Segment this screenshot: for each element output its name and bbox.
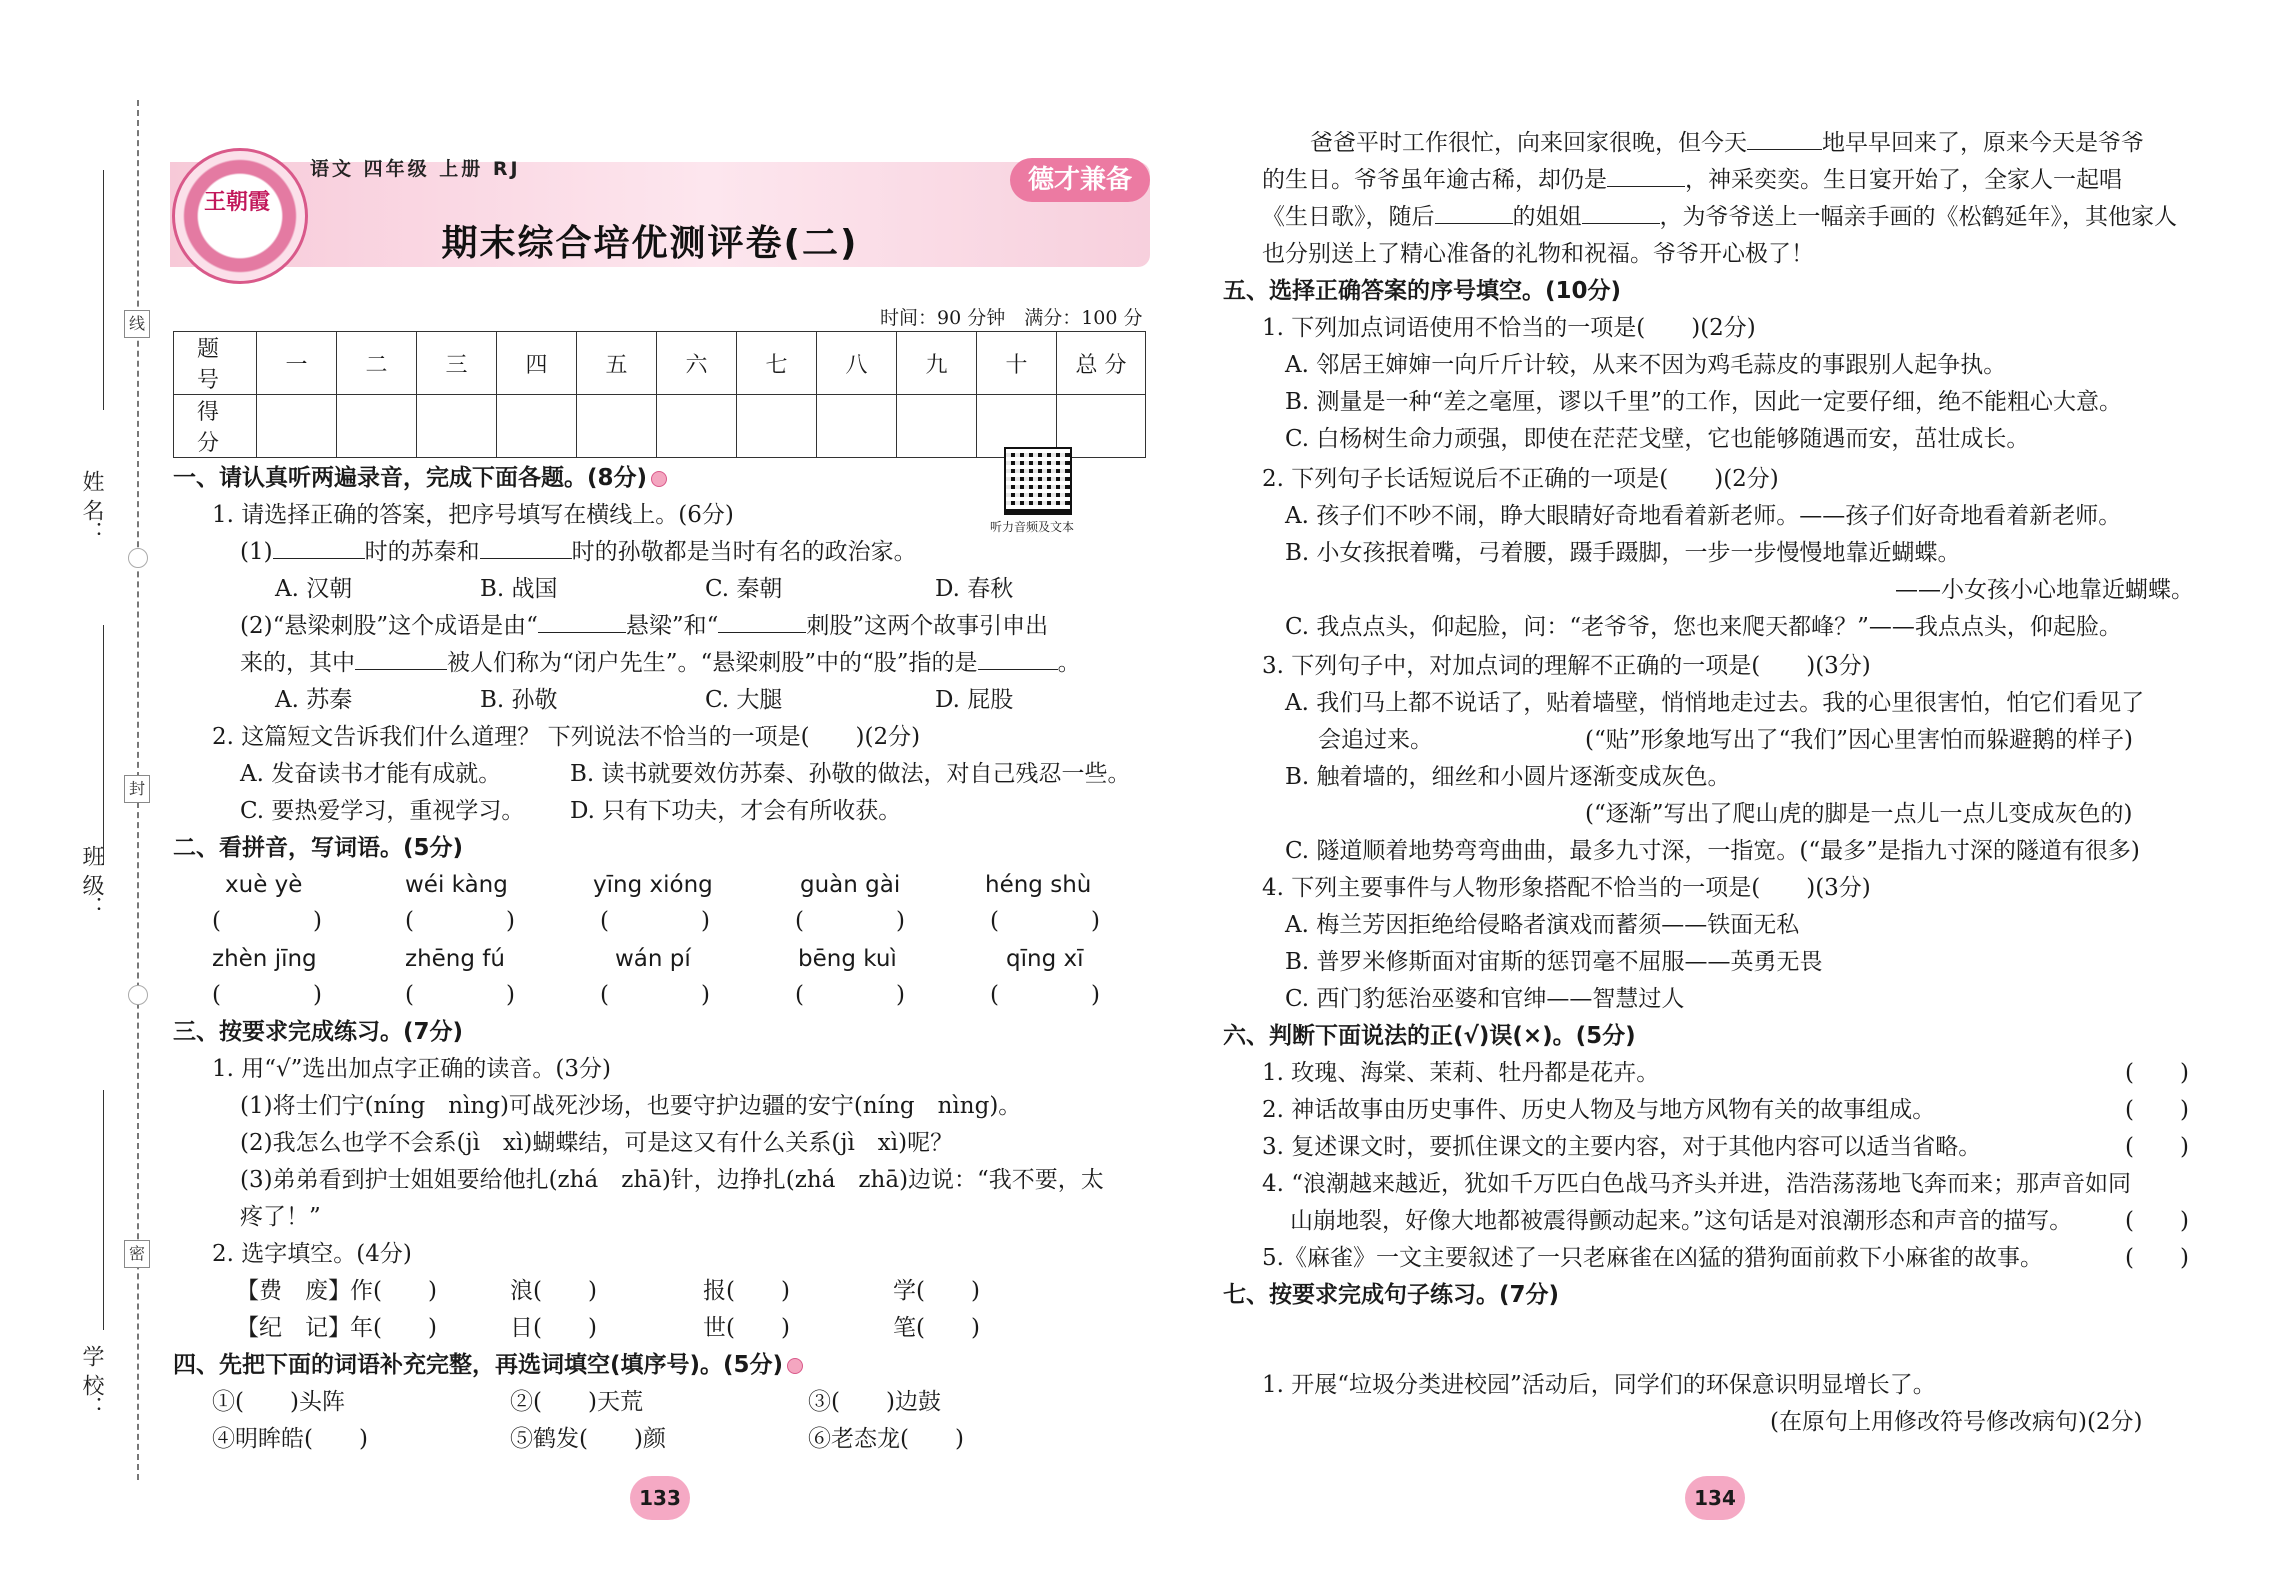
qr-caption: 听力音频及文本 bbox=[990, 520, 1075, 534]
table-cell: 九 bbox=[897, 332, 977, 395]
school-write-line bbox=[103, 1090, 104, 1330]
answer-blank[interactable] bbox=[1435, 201, 1513, 224]
answer-paren[interactable]: ( ) bbox=[990, 908, 1100, 934]
answer-blank[interactable] bbox=[538, 610, 626, 633]
table-cell: 七 bbox=[737, 332, 817, 395]
s5-q3-c: C. 隧道顺着地势弯弯曲曲，最多九寸深，一指宽。(“最多”是指九寸深的隧道有很多) bbox=[1285, 838, 2140, 864]
para-line-4: 也分别送上了精心准备的礼物和祝福。爷爷开心极了！ bbox=[1262, 241, 1814, 267]
pinyin: héng shù bbox=[985, 872, 1092, 898]
s5-q2: 2. 下列句子长话短说后不正确的一项是( )(2分) bbox=[1262, 466, 1779, 492]
answer-blank[interactable] bbox=[1607, 164, 1685, 187]
table-cell: 六 bbox=[657, 332, 737, 395]
score-cell[interactable] bbox=[897, 395, 977, 458]
fill-item[interactable]: 作( ) bbox=[350, 1278, 437, 1304]
answer-paren[interactable]: ( ) bbox=[212, 982, 322, 1008]
s6-item: 4. “浪潮越来越近，犹如千万匹白色战马齐头并进，浩浩荡荡地飞奔而来；那声音如同 bbox=[1262, 1171, 2132, 1197]
char-group-label: 【纪 记】 bbox=[236, 1315, 351, 1341]
binding-hole-2 bbox=[128, 985, 148, 1005]
s5-q2-a: A. 孩子们不吵不闹，睁大眼睛好奇地看着新老师。——孩子们好奇地看着新老师。 bbox=[1285, 503, 2122, 529]
option-d: D. 屁股 bbox=[935, 687, 1014, 713]
option-a: A. 苏秦 bbox=[275, 687, 353, 713]
judge-paren[interactable]: ( ) bbox=[2125, 1060, 2189, 1086]
s5-q4-c: C. 西门豹惩治巫婆和官绅——智慧过人 bbox=[1285, 986, 1685, 1012]
answer-blank[interactable] bbox=[273, 536, 365, 559]
s5-q4-a: A. 梅兰芳因拒绝给侵略者演戏而蓄须——铁面无私 bbox=[1285, 912, 1800, 938]
table-cell: 一 bbox=[257, 332, 337, 395]
table-cell: 八 bbox=[817, 332, 897, 395]
name-write-line bbox=[103, 170, 104, 410]
publisher-logo bbox=[172, 148, 308, 284]
s5-q1-b: B. 测量是一种“差之毫厘，谬以千里”的工作，因此一定要仔细，绝不能粗心大意。 bbox=[1285, 389, 2123, 415]
s5-q2-b: B. 小女孩抿着嘴，弓着腰，蹑手蹑脚，一步一步慢慢地靠近蝴蝶。 bbox=[1285, 540, 1961, 566]
page-number-left: 133 bbox=[630, 1476, 690, 1520]
fill-item[interactable]: 世( ) bbox=[703, 1315, 790, 1341]
option-c: C. 大腿 bbox=[705, 687, 783, 713]
answer-paren[interactable]: ( ) bbox=[795, 908, 905, 934]
fill-item[interactable]: 报( ) bbox=[703, 1278, 790, 1304]
option-c: C. 要热爱学习，重视学习。 bbox=[240, 798, 525, 824]
table-cell: 得 分 bbox=[174, 395, 257, 458]
class-write-line bbox=[103, 625, 104, 865]
fill-item[interactable]: 年( ) bbox=[350, 1315, 437, 1341]
subject-meta: 语文 四年级 上册 RJ bbox=[310, 158, 521, 180]
s3-q1-3: (3)弟弟看到护士姐姐要给他扎(zhá zhā)针，边挣扎(zhá zhā)边说：“我不要，太 bbox=[240, 1167, 1104, 1193]
score-cell[interactable] bbox=[257, 395, 337, 458]
s1-q1-2: (2)“悬梁刺股”这个成语是由“ 悬梁”和“ 刺股”这两个故事引申出 bbox=[240, 608, 1048, 645]
s3-q1-2: (2)我怎么也学不会系(jì xì)蝴蝶结，可是这又有什么关系(jì xì)呢？ bbox=[240, 1130, 954, 1156]
page-number-right: 134 bbox=[1685, 1476, 1745, 1520]
qr-code-pattern bbox=[1006, 449, 1066, 509]
option-a: A. 发奋读书才能有成就。 bbox=[240, 761, 502, 787]
section-5-title: 五、选择正确答案的序号填空。(10分) bbox=[1223, 278, 1622, 304]
fill-item[interactable]: ④明眸皓( ) bbox=[212, 1426, 368, 1452]
answer-blank[interactable] bbox=[718, 610, 806, 633]
logo-text: 王朝霞 bbox=[203, 189, 270, 215]
s1-q1-2-cont: 来的，其中 被人们称为“闭户先生”。“悬梁刺股”中的“股”指的是 。 bbox=[240, 645, 1081, 682]
fill-item[interactable]: ⑤鹤发( )颜 bbox=[510, 1426, 666, 1452]
s5-q3-b: B. 触着墙的，细丝和小圆片逐渐变成灰色。 bbox=[1285, 764, 1731, 790]
s5-q4-b: B. 普罗米修斯面对宙斯的惩罚毫不屈服——英勇无畏 bbox=[1285, 949, 1823, 975]
answer-blank[interactable] bbox=[1747, 127, 1822, 150]
seal-box-secret: 密 bbox=[124, 1240, 150, 1268]
pinyin: zhēng fú bbox=[405, 946, 505, 972]
para-line-1: 爸爸平时工作很忙，向来回家很晚，但今天 地早早回来了，原来今天是爷爷 bbox=[1310, 125, 2144, 162]
pinyin: qīng xī bbox=[1006, 946, 1084, 972]
table-cell: 五 bbox=[577, 332, 657, 395]
s7-q1-note: (在原句上用修改符号修改病句)(2分) bbox=[1770, 1409, 2143, 1435]
s5-q4: 4. 下列主要事件与人物形象搭配不恰当的一项是( )(3分) bbox=[1262, 875, 1871, 901]
pinyin: yīng xióng bbox=[593, 872, 713, 898]
motto-badge: 德才兼备 bbox=[1010, 158, 1150, 202]
judge-paren[interactable]: ( ) bbox=[2125, 1097, 2189, 1123]
fill-item[interactable]: 浪( ) bbox=[510, 1278, 597, 1304]
seal-box-seal: 封 bbox=[124, 775, 150, 803]
para-line-2: 的生日。爷爷虽年逾古稀，却仍是 ，神采奕奕。生日宴开始了，全家人一起唱 bbox=[1262, 162, 2122, 199]
score-cell[interactable] bbox=[817, 395, 897, 458]
table-cell: 总 分 bbox=[1057, 332, 1146, 395]
s3-q1-3-cont: 疼了！” bbox=[240, 1204, 321, 1230]
option-b: B. 读书就要效仿苏秦、孙敬的做法，对自己残忍一些。 bbox=[570, 761, 1131, 787]
s6-item: 5.《麻雀》一文主要叙述了一只老麻雀在凶猛的猎狗面前救下小麻雀的故事。 bbox=[1262, 1245, 2043, 1271]
judge-paren[interactable]: ( ) bbox=[2125, 1245, 2189, 1271]
pinyin: zhèn jīng bbox=[212, 946, 317, 972]
s3-q2: 2. 选字填空。(4分) bbox=[212, 1241, 412, 1267]
fill-item[interactable]: ③( )边鼓 bbox=[808, 1389, 941, 1415]
judge-paren[interactable]: ( ) bbox=[2125, 1208, 2189, 1234]
fill-item[interactable]: ②( )天荒 bbox=[510, 1389, 643, 1415]
score-table bbox=[173, 331, 1146, 458]
option-b: B. 战国 bbox=[480, 576, 558, 602]
table-cell: 二 bbox=[337, 332, 417, 395]
answer-blank[interactable] bbox=[355, 647, 447, 670]
answer-blank[interactable] bbox=[1582, 201, 1660, 224]
s5-q3-a: A. 我们马上都不说话了，贴着墙壁，悄悄地走过去。我的心里很害怕，怕它们看见了 bbox=[1285, 690, 2145, 716]
s5-q3-b-note: (“逐渐”写出了爬山虎的脚是一点儿一点儿变成灰色的) bbox=[1585, 801, 2133, 827]
score-cell[interactable] bbox=[417, 395, 497, 458]
answer-paren[interactable]: ( ) bbox=[212, 908, 322, 934]
seal-box-line: 线 bbox=[124, 310, 150, 338]
audio-icon[interactable] bbox=[651, 471, 667, 487]
fill-item[interactable]: ①( )头阵 bbox=[212, 1389, 345, 1415]
score-cell[interactable] bbox=[577, 395, 657, 458]
answer-paren[interactable]: ( ) bbox=[405, 908, 515, 934]
option-d: D. 春秋 bbox=[935, 576, 1014, 602]
s5-q3: 3. 下列句子中，对加点词的理解不正确的一项是( )(3分) bbox=[1262, 653, 1871, 679]
s7-q1[interactable]: 1. 开展“垃圾分类进校园”活动后，同学们的环保意识明显增长了。 bbox=[1262, 1372, 1936, 1398]
section-4-title: 四、先把下面的词语补充完整，再选词填空(填序号)。(5分) bbox=[173, 1347, 803, 1384]
char-group-label: 【费 废】 bbox=[236, 1278, 351, 1304]
answer-paren[interactable]: ( ) bbox=[600, 982, 710, 1008]
table-cell: 三 bbox=[417, 332, 497, 395]
pinyin: bēng kuì bbox=[798, 946, 897, 972]
s1-q1: 1. 请选择正确的答案，把序号填写在横线上。(6分) bbox=[212, 502, 734, 528]
time-score-info: 时间：90 分钟 满分：100 分 bbox=[880, 307, 1143, 329]
section-6-title: 六、判断下面说法的正(√)误(×)。(5分) bbox=[1223, 1023, 1636, 1049]
s5-q1: 1. 下列加点词语使用不恰当的一项是( )(2分) bbox=[1262, 315, 1756, 341]
answer-blank[interactable] bbox=[978, 647, 1058, 670]
table-cell: 十 bbox=[977, 332, 1057, 395]
option-b: B. 孙敬 bbox=[480, 687, 558, 713]
section-7-title: 七、按要求完成句子练习。(7分) bbox=[1223, 1282, 1560, 1308]
binding-hole-1 bbox=[128, 548, 148, 568]
pinyin: xuè yè bbox=[225, 872, 303, 898]
s5-q3-a-cont: 会追过来。 bbox=[1318, 727, 1433, 753]
s6-item: 3. 复述课文时，要抓住课文的主要内容，对于其他内容可以适当省略。 bbox=[1262, 1134, 1982, 1160]
class-label: 班 级： bbox=[79, 845, 104, 918]
answer-blank[interactable] bbox=[480, 536, 572, 559]
fill-item[interactable]: 学( ) bbox=[893, 1278, 980, 1304]
score-table-score-row bbox=[174, 395, 1146, 458]
para-line-3: 《生日歌》，随后 的姐姐 ，为爷爷送上一幅亲手画的《松鹤延年》，其他家人 bbox=[1262, 199, 2177, 236]
pinyin: wán pí bbox=[615, 946, 691, 972]
score-cell[interactable] bbox=[737, 395, 817, 458]
s6-item: 2. 神话故事由历史事件、历史人物及与地方风物有关的故事组成。 bbox=[1262, 1097, 1936, 1123]
pinyin: guàn gài bbox=[800, 872, 901, 898]
answer-paren[interactable]: ( ) bbox=[990, 982, 1100, 1008]
answer-paren[interactable]: ( ) bbox=[600, 908, 710, 934]
s3-q1-1: (1)将士们宁(níng nìng)可战死沙场，也要守护边疆的安宁(níng nìng)。 bbox=[240, 1093, 1022, 1119]
section-3-title: 三、按要求完成练习。(7分) bbox=[173, 1019, 464, 1045]
s3-q1: 1. 用“√”选出加点字正确的读音。(3分) bbox=[212, 1056, 612, 1082]
pinyin: wéi kàng bbox=[405, 872, 508, 898]
table-cell: 四 bbox=[497, 332, 577, 395]
option-d: D. 只有下功夫，才会有所收获。 bbox=[570, 798, 902, 824]
option-c: C. 秦朝 bbox=[705, 576, 783, 602]
fill-item[interactable]: ⑥老态龙( ) bbox=[808, 1426, 964, 1452]
s5-q3-a-note: (“贴”形象地写出了“我们”因心里害怕而躲避鹅的样子) bbox=[1585, 727, 2133, 753]
s5-q2-c: C. 我点点头，仰起脸，问：“老爷爷，您也来爬天都峰？”——我点点头，仰起脸。 bbox=[1285, 614, 2122, 640]
score-cell[interactable] bbox=[657, 395, 737, 458]
score-cell[interactable] bbox=[337, 395, 417, 458]
fill-item[interactable]: 笔( ) bbox=[893, 1315, 980, 1341]
score-table-header-row bbox=[174, 332, 1146, 395]
option-a: A. 汉朝 bbox=[275, 576, 353, 602]
s5-q2-b-cont: ——小女孩小心地靠近蝴蝶。 bbox=[1895, 577, 2194, 603]
fill-item[interactable]: 日( ) bbox=[510, 1315, 597, 1341]
s1-q1-1: (1) 时的苏秦和 时的孙敬都是当时有名的政治家。 bbox=[240, 534, 917, 571]
table-cell: 题 号 bbox=[174, 332, 257, 395]
score-cell[interactable] bbox=[497, 395, 577, 458]
s5-q1-a: A. 邻居王婶婶一向斤斤计较，从来不因为鸡毛蒜皮的事跟别人起争执。 bbox=[1285, 352, 2007, 378]
section-2-title: 二、看拼音，写词语。(5分) bbox=[173, 835, 464, 861]
name-label: 姓 名： bbox=[79, 470, 104, 543]
section-1-title: 一、请认真听两遍录音，完成下面各题。(8分) bbox=[173, 460, 667, 497]
audio-icon[interactable] bbox=[787, 1358, 803, 1374]
answer-paren[interactable]: ( ) bbox=[795, 982, 905, 1008]
answer-paren[interactable]: ( ) bbox=[405, 982, 515, 1008]
judge-paren[interactable]: ( ) bbox=[2125, 1134, 2189, 1160]
s6-item: 1. 玫瑰、海棠、茉莉、牡丹都是花卉。 bbox=[1262, 1060, 1660, 1086]
s5-q1-c: C. 白杨树生命力顽强，即使在茫茫戈壁，它也能够随遇而安，茁壮成长。 bbox=[1285, 426, 2030, 452]
s6-item-cont: 山崩地裂，好像大地都被震得颤动起来。”这句话是对浪潮形态和声音的描写。 bbox=[1290, 1208, 2073, 1234]
school-label: 学 校： bbox=[79, 1345, 104, 1418]
page-title: 期末综合培优测评卷(二) bbox=[441, 223, 859, 264]
s1-q2: 2. 这篇短文告诉我们什么道理？ 下列说法不恰当的一项是( )(2分) bbox=[212, 724, 921, 750]
